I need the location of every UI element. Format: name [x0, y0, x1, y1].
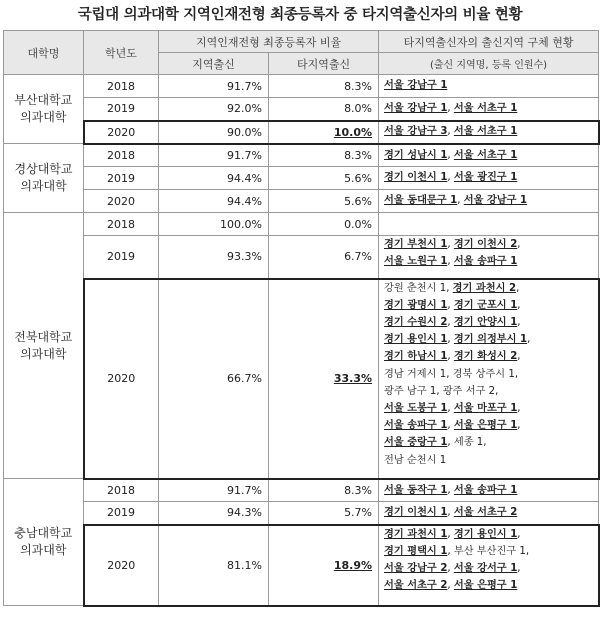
- other-ratio-cell: 5.6%: [269, 190, 379, 213]
- year-cell: 2018: [84, 75, 159, 98]
- other-ratio-cell: 18.9%: [269, 525, 379, 606]
- university-name-cell: [4, 479, 84, 606]
- university-name-line1: 충남대학교: [14, 526, 73, 540]
- region-entry: 서울 서초구 2: [384, 580, 448, 592]
- other-ratio-cell: 8.0%: [269, 98, 379, 121]
- page-title: 국립대 의과대학 지역인재전형 최종등록자 중 타지역출신자의 비율 현황: [77, 7, 523, 23]
- other-ratio-cell: 6.7%: [269, 236, 379, 279]
- year-cell: 2018: [84, 144, 159, 167]
- table-row: [4, 525, 599, 606]
- other-ratio-cell: 8.3%: [269, 479, 379, 502]
- header-local: 지역출신: [159, 53, 269, 75]
- year-cell: 2019: [84, 236, 159, 279]
- region-entry: 경기 화성시 2: [453, 351, 518, 363]
- region-detail-cell: 경기 과천시 1, 경기 용인시 1, 경기 평택시 1, 부산 부산진구 1, 서울 강남구 2, 서울 강서구 1, 서울 서초구 2, 서울 은평구 1: [379, 525, 599, 606]
- region-detail-cell: 서울 동작구 1, 서울 송파구 1: [379, 479, 599, 502]
- header-university: 대학명: [4, 31, 84, 75]
- university-name-line1: 부산대학교: [14, 93, 73, 107]
- year-cell: 2018: [84, 213, 159, 236]
- local-ratio-cell: 94.4%: [159, 167, 269, 190]
- header-year: 학년도: [84, 31, 159, 75]
- local-ratio-cell: 81.1%: [159, 525, 269, 606]
- university-name-line2: 의과대학: [20, 543, 67, 557]
- local-ratio-cell: 94.4%: [159, 190, 269, 213]
- region-entry: 서울 중랑구 1: [384, 437, 448, 449]
- region-detail-cell: 경기 이천시 1, 서울 서초구 2: [379, 502, 599, 525]
- university-name-cell: [4, 75, 84, 144]
- region-entry: 경기 부천시 1: [384, 239, 448, 250]
- region-entry: 서울 강남구 1: [463, 195, 528, 207]
- region-entry: 서울 은평구 1: [453, 420, 518, 432]
- ratio-table: [3, 30, 600, 607]
- region-entry: 전남 순천시 1: [384, 454, 447, 466]
- year-cell: 2019: [84, 98, 159, 121]
- region-entry: 경기 평택시 1: [384, 545, 448, 557]
- year-cell: 2018: [84, 479, 159, 502]
- region-entry: 경기 이천시 1: [384, 172, 448, 184]
- local-ratio-cell: 91.7%: [159, 144, 269, 167]
- region-entry: 서울 강남구 2: [384, 562, 448, 574]
- region-entry: 경기 의정부시 1: [453, 334, 528, 346]
- region-entry: 서울 송파구 1: [453, 484, 518, 496]
- region-entry: 경기 수원시 2: [384, 316, 448, 328]
- region-entry: 부산 부산진구 1: [453, 545, 526, 557]
- region-detail-cell: 경기 부천시 1, 경기 이천시 2, 서울 노원구 1, 서울 송파구 1: [379, 236, 599, 279]
- table-row: [4, 502, 599, 525]
- local-ratio-cell: 91.7%: [159, 75, 269, 98]
- region-entry: 경기 광명시 1: [384, 299, 448, 311]
- region-entry: 서울 서초구 1: [453, 149, 518, 161]
- region-detail-cell: [379, 75, 599, 98]
- other-ratio-cell: 5.6%: [269, 167, 379, 190]
- region-entry: 서울 노원구 1: [384, 256, 448, 268]
- region-entry: 서울 강남구 1: [384, 80, 448, 92]
- region-entry: 서울 은평구 1: [453, 580, 518, 592]
- region-detail-cell: 경기 이천시 1, 서울 광진구 1: [379, 167, 599, 190]
- region-entry: 서울 송파구 1: [453, 256, 518, 268]
- region-entry: 서울 서초구 2: [453, 507, 518, 519]
- region-detail-cell: 서울 강남구 3, 서울 서초구 1: [379, 121, 599, 144]
- region-detail-cell: 서울 동대문구 1, 서울 강남구 1: [379, 190, 599, 213]
- table-row: [4, 236, 599, 279]
- region-entry: 경기 성남시 1: [384, 149, 448, 161]
- region-entry: 경기 용인시 1: [453, 528, 518, 540]
- region-entry: 경기 안양시 1: [453, 316, 518, 328]
- year-cell: 2020: [84, 190, 159, 213]
- region-entry: 서울 강남구 3: [384, 126, 448, 138]
- table-body: [4, 75, 599, 606]
- region-detail-cell: [379, 213, 599, 236]
- header-detail-sub: (출신 지역명, 등록 인원수): [379, 53, 599, 75]
- year-cell: 2019: [84, 167, 159, 190]
- other-ratio-cell: 33.3%: [269, 279, 379, 479]
- region-entry: 서울 마포구 1: [453, 402, 518, 414]
- other-ratio-cell: 5.7%: [269, 502, 379, 525]
- other-ratio-cell: 8.3%: [269, 144, 379, 167]
- region-entry: 강원 춘천시 1: [384, 282, 447, 294]
- region-entry: 경기 군포시 1: [453, 299, 518, 311]
- local-ratio-cell: 100.0%: [159, 213, 269, 236]
- local-ratio-cell: 94.3%: [159, 502, 269, 525]
- year-cell: 2020: [84, 279, 159, 479]
- region-entry: 경남 거제시 1: [384, 368, 447, 380]
- region-entry: 서울 강서구 1: [453, 562, 518, 574]
- table-row: [4, 279, 599, 479]
- university-name-cell: [4, 144, 84, 213]
- local-ratio-cell: 93.3%: [159, 236, 269, 279]
- table-row: [4, 190, 599, 213]
- region-entry: 서울 서초구 1: [453, 126, 518, 138]
- region-entry: 세종 1: [453, 437, 484, 449]
- other-ratio-cell: 8.3%: [269, 75, 379, 98]
- header-other: 타지역출신: [269, 53, 379, 75]
- region-entry: 경기 하남시 1: [384, 351, 448, 363]
- university-name-line2: 의과대학: [20, 179, 67, 193]
- region-entry: 경기 이천시 2: [453, 239, 518, 250]
- local-ratio-cell: 90.0%: [159, 121, 269, 144]
- region-entry: 서울 동대문구 1: [384, 195, 458, 207]
- local-ratio-cell: 66.7%: [159, 279, 269, 479]
- header-detail-group: 타지역출신자의 출신지역 구체 현황: [379, 31, 599, 53]
- region-entry: 서울 동작구 1: [384, 484, 448, 496]
- university-name-cell: [4, 213, 84, 479]
- other-ratio-cell: 10.0%: [269, 121, 379, 144]
- table-row: [4, 121, 599, 144]
- region-detail-cell: 서울 강남구 1, 서울 서초구 1: [379, 98, 599, 121]
- region-entry: 경기 용인시 1: [384, 334, 448, 346]
- local-ratio-cell: 91.7%: [159, 479, 269, 502]
- region-entry: 서울 도봉구 1: [384, 402, 448, 414]
- region-entry: 광주 남구 1: [384, 385, 437, 397]
- region-entry: 경기 이천시 1: [384, 507, 448, 519]
- region-entry: 서울 송파구 1: [384, 420, 448, 432]
- year-cell: 2020: [84, 121, 159, 144]
- region-entry: 광주 서구 2: [442, 385, 496, 397]
- table-row: [4, 98, 599, 121]
- university-name-line2: 의과대학: [20, 346, 67, 361]
- region-entry: 서울 강남구 1: [384, 103, 448, 115]
- region-entry: 서울 광진구 1: [453, 172, 518, 184]
- region-detail-cell: 강원 춘천시 1, 경기 과천시 2, 경기 광명시 1, 경기 군포시 1, 경기 수원시 2, 경기 안양시 1, 경기 용인시 1, 경기 의정부시 1, 경기 하남시 1, 경기 화성시 2, 경남 거제시 1, 경북 상주시 1, 광주 남구 1, 광주 서구 2, 서울 도봉구 1, 서울 마포구 1, 서울 송파구 1, 서울 은평구 1, 서울 중랑구 1, 세종 1, 전남 순천시 1: [379, 279, 599, 479]
- table-row: [4, 213, 599, 236]
- university-name-line2: 의과대학: [20, 110, 67, 124]
- table-row: [4, 479, 599, 502]
- table-row: [4, 167, 599, 190]
- year-cell: 2020: [84, 525, 159, 606]
- other-ratio-cell: 0.0%: [269, 213, 379, 236]
- region-entry: 경기 과천시 1: [384, 528, 448, 540]
- table-row: [4, 144, 599, 167]
- university-name-line1: 전북대학교: [14, 329, 73, 344]
- year-cell: 2019: [84, 502, 159, 525]
- region-detail-cell: 경기 성남시 1, 서울 서초구 1: [379, 144, 599, 167]
- university-name-line1: 경상대학교: [14, 162, 73, 176]
- region-entry: 경북 상주시 1: [452, 368, 515, 380]
- local-ratio-cell: 92.0%: [159, 98, 269, 121]
- region-entry: 경기 과천시 2: [452, 282, 517, 294]
- header-ratio-group: 지역인재전형 최종등록자 비율: [159, 31, 379, 53]
- region-entry: 서울 서초구 1: [453, 103, 518, 115]
- table-row: [4, 75, 599, 98]
